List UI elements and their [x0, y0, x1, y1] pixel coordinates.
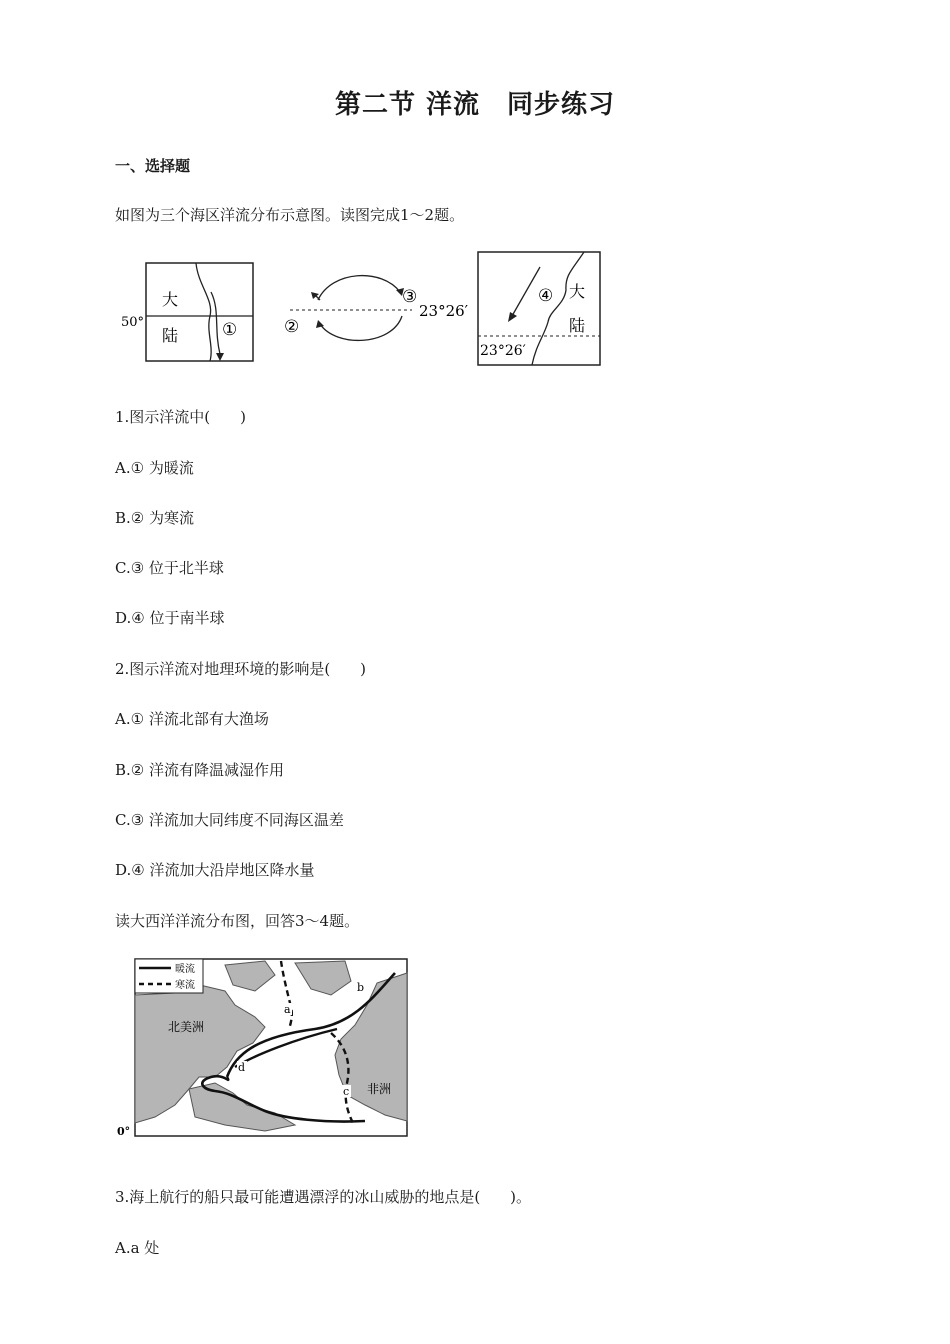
point-c-label: c [343, 1085, 350, 1098]
box3-land-top: 大 [569, 282, 586, 301]
q1-option-c: C.③ 位于北半球 [115, 559, 224, 577]
box1-current-label: ① [222, 320, 238, 340]
q2-option-d: D.④ 洋流加大沿岸地区降水量 [115, 861, 315, 879]
point-b-label: b [357, 981, 365, 994]
q1-option-d: D.④ 位于南半球 [115, 609, 225, 627]
q1-option-a: A.① 为暖流 [115, 459, 194, 477]
box1-land-top: 大 [162, 290, 179, 309]
diagram-box-2 [284, 276, 469, 341]
q2-option-a: A.① 洋流北部有大渔场 [115, 710, 269, 728]
box3-latitude: 23°26′ [480, 343, 526, 359]
box3-current-label: ④ [538, 286, 554, 306]
box2-current-right: ③ [402, 287, 418, 307]
box2-latitude: 23°26′ [419, 302, 469, 320]
q3-option-a: A.a 处 [115, 1239, 160, 1257]
diagram-box-3 [478, 252, 600, 365]
q2-option-b: B.② 洋流有降温减湿作用 [115, 761, 285, 779]
box3-land-bottom: 陆 [569, 316, 586, 335]
point-d-label: d [238, 1061, 246, 1074]
q1-option-b: B.② 为寒流 [115, 509, 195, 527]
point-a-label: a [284, 1003, 291, 1016]
box1-latitude: 50° [121, 315, 145, 330]
q2-stem: 2.图示洋流对地理环境的影响是( ) [115, 660, 367, 678]
diagram-box-1 [121, 263, 253, 361]
q2-option-c: C.③ 洋流加大同纬度不同海区温差 [115, 811, 344, 829]
atlantic-currents-map [115, 955, 410, 1140]
legend-warm-label: 暖流 [175, 964, 195, 975]
page-title: 第二节 洋流 同步练习 [334, 90, 616, 120]
box1-land-bottom: 陆 [162, 326, 179, 345]
ocean-current-figure-1 [110, 250, 610, 370]
section-heading: 一、选择题 [115, 157, 191, 175]
intro-text-2: 读大西洋洋流分布图，回答3～4题。 [115, 912, 360, 930]
africa-label: 非洲 [367, 1082, 392, 1096]
legend-cold-label: 寒流 [175, 980, 195, 991]
equator-label: 0° [117, 1125, 131, 1138]
north-america-label: 北美洲 [168, 1020, 205, 1034]
q1-stem: 1.图示洋流中( ) [115, 408, 247, 426]
q3-stem: 3.海上航行的船只最可能遭遇漂浮的冰山威胁的地点是( )。 [115, 1188, 532, 1206]
intro-text-1: 如图为三个海区洋流分布示意图。读图完成1～2题。 [115, 206, 465, 224]
box2-current-left: ② [284, 317, 300, 337]
